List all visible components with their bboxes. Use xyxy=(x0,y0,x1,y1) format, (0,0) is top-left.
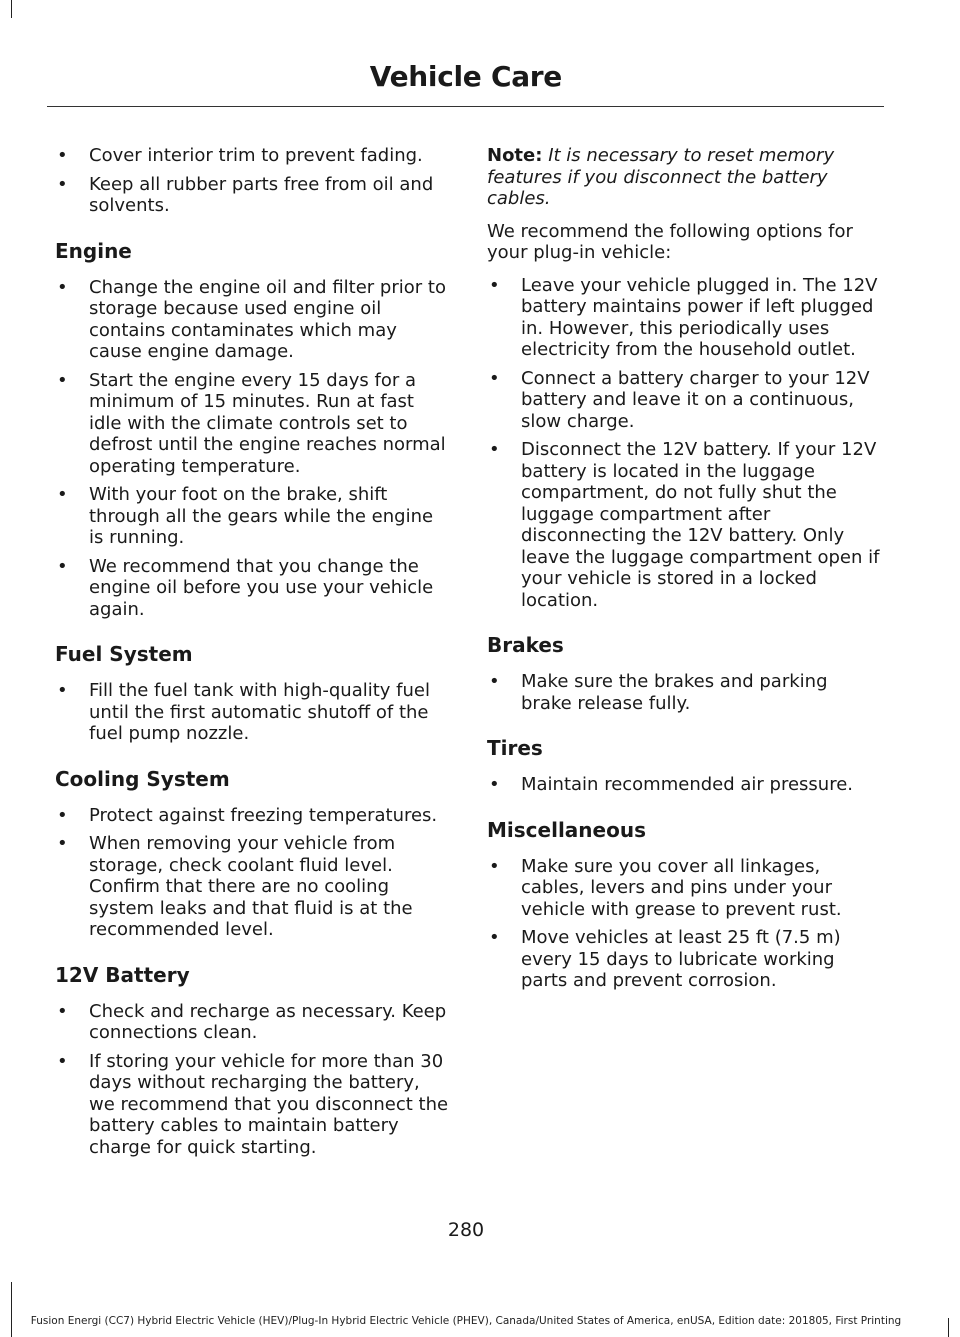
plugin-intro: We recommend the following options for your plug-in vehicle: xyxy=(487,220,853,263)
note xyxy=(487,145,882,210)
bullet: • xyxy=(489,774,500,795)
header-divider xyxy=(47,106,884,107)
section-heading-brakes: Brakes xyxy=(487,633,564,657)
list-item: • Make sure you cover all linkages, cables, levers and pins under your vehicle with grease to prevent rust. xyxy=(489,855,842,920)
bullet: • xyxy=(57,680,68,701)
miscellaneous-list xyxy=(487,856,882,992)
list-item: • Make sure the brakes and parking brake release fully. xyxy=(489,671,828,714)
list-item: • With your foot on the brake, shift through all the gears while the engine is running. xyxy=(57,484,434,548)
bullet: • xyxy=(489,855,500,877)
list-item: • Cover interior trim to prevent fading. xyxy=(57,145,423,166)
section-heading-cooling-system: Cooling System xyxy=(55,766,230,791)
crop-mark-bottom-left xyxy=(11,1282,12,1337)
section-heading-fuel-system: Fuel System xyxy=(55,642,193,666)
section-heading-tires: Tires xyxy=(487,736,543,760)
list-item: • Start the engine every 15 days for a minimum of 15 minutes. Run at fast idle with the climate controls set to defrost until the engine reaches normal operating temperature. xyxy=(57,369,446,477)
section-heading-12v-battery: 12V Battery xyxy=(55,962,190,987)
bullet: • xyxy=(57,173,68,195)
crop-mark-top-left xyxy=(11,0,12,18)
bullet: • xyxy=(489,367,500,389)
crop-mark-bottom-right xyxy=(948,1318,949,1337)
list-item: • Disconnect the 12V battery. If your 12V battery is located in the luggage compartment, do not fully shut the luggage compartment after disconnecting the 12V battery. Only leave the luggage compartment open if your vehicle is stored in a locked location. xyxy=(489,439,880,611)
tires-list xyxy=(487,774,882,796)
intro-list xyxy=(55,145,450,217)
bullet: • xyxy=(489,274,500,296)
left-column xyxy=(55,145,450,1165)
battery-list xyxy=(55,1001,450,1159)
bullet: • xyxy=(57,369,68,391)
list-item: • Leave your vehicle plugged in. The 12V battery maintains power if left plugged in. However, this periodically uses electricity from the household outlet. xyxy=(489,274,878,360)
bullet: • xyxy=(57,484,68,505)
fuel-system-list xyxy=(55,680,450,745)
list-item: • Maintain recommended air pressure. xyxy=(489,774,853,795)
bullet: • xyxy=(57,276,68,298)
bullet: • xyxy=(57,1050,68,1072)
bullet: • xyxy=(489,671,500,692)
bullet: • xyxy=(57,555,68,577)
note-text: It is necessary to reset memory features if you disconnect the battery cables. xyxy=(487,145,835,209)
bullet: • xyxy=(57,804,68,826)
cooling-system-list xyxy=(55,805,450,941)
page-number: 280 xyxy=(447,1219,485,1241)
plugin-options-list xyxy=(487,275,882,612)
bullet: • xyxy=(57,833,68,854)
footer-text: Fusion Energi (CC7) Hybrid Electric Vehicle (HEV)/Plug-In Hybrid Electric Vehicle (PHEV), Canada/United States of America, enUSA, Edition date: 201805, First Printing xyxy=(30,1315,902,1327)
list-item: • Protect against freezing temperatures. xyxy=(57,804,438,826)
list-item: • We recommend that you change the engine oil before you use your vehicle again. xyxy=(57,555,434,620)
list-item: • Fill the fuel tank with high-quality fuel until the first automatic shutoff of the fuel pump nozzle. xyxy=(57,680,430,744)
right-column xyxy=(487,145,882,999)
list-item: • Check and recharge as necessary. Keep connections clean. xyxy=(57,1000,447,1043)
list-item: • When removing your vehicle from storage, check coolant fluid level. Confirm that there are no cooling system leaks and that fluid is at the recommended level. xyxy=(57,833,413,940)
brakes-list xyxy=(487,671,882,714)
note-label: Note: xyxy=(487,145,543,166)
bullet: • xyxy=(57,1000,68,1022)
section-heading-engine: Engine xyxy=(55,238,132,263)
bullet: • xyxy=(489,439,500,460)
engine-list xyxy=(55,277,450,621)
bullet: • xyxy=(57,145,68,166)
list-item: • Connect a battery charger to your 12V battery and leave it on a continuous, slow charge. xyxy=(489,367,870,432)
list-item: • Keep all rubber parts free from oil and solvents. xyxy=(57,173,434,216)
list-item: • Change the engine oil and filter prior to storage because used engine oil contains contaminates which may cause engine damage. xyxy=(57,276,446,362)
list-item: • If storing your vehicle for more than 30 days without recharging the battery, we recommend that you disconnect the battery cables to maintain battery charge for quick starting. xyxy=(57,1050,449,1158)
list-item: • Move vehicles at least 25 ft (7.5 m) every 15 days to lubricate working parts and prevent corrosion. xyxy=(489,927,841,991)
bullet: • xyxy=(489,927,500,948)
page-title: Vehicle Care xyxy=(369,60,562,93)
section-heading-miscellaneous: Miscellaneous xyxy=(487,817,646,842)
